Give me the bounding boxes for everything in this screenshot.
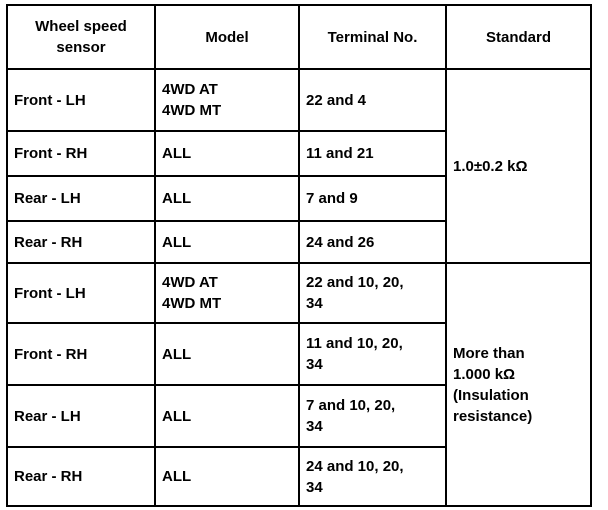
sensor-cell: Rear - LH	[7, 176, 155, 221]
model-cell: ALL	[155, 131, 299, 176]
model-cell: ALL	[155, 221, 299, 263]
sensor-cell: Front - LH	[7, 263, 155, 323]
sensor-cell: Front - LH	[7, 69, 155, 131]
table-row	[7, 69, 591, 131]
table-row	[7, 263, 591, 323]
header-sensor: Wheel speed sensor	[7, 5, 155, 69]
sensor-cell: Rear - RH	[7, 221, 155, 263]
model-cell: 4WD AT 4WD MT	[155, 69, 299, 131]
model-cell: ALL	[155, 323, 299, 385]
terminal-cell: 24 and 26	[299, 221, 446, 263]
wheel-speed-sensor-table	[6, 4, 592, 507]
sensor-cell: Rear - RH	[7, 447, 155, 506]
header-terminal: Terminal No.	[299, 5, 446, 69]
terminal-cell: 11 and 21	[299, 131, 446, 176]
sensor-cell: Rear - LH	[7, 385, 155, 447]
standard-cell-insulation: More than 1.000 kΩ (Insulation resistance)	[446, 263, 591, 506]
terminal-cell: 22 and 10, 20, 34	[299, 263, 446, 323]
terminal-cell: 7 and 10, 20, 34	[299, 385, 446, 447]
sensor-cell: Front - RH	[7, 323, 155, 385]
terminal-cell: 11 and 10, 20, 34	[299, 323, 446, 385]
model-cell: ALL	[155, 176, 299, 221]
standard-cell-resistance: 1.0±0.2 kΩ	[446, 69, 591, 263]
model-cell: ALL	[155, 447, 299, 506]
header-model: Model	[155, 5, 299, 69]
model-cell: ALL	[155, 385, 299, 447]
terminal-cell: 22 and 4	[299, 69, 446, 131]
header-row	[7, 5, 591, 69]
sensor-cell: Front - RH	[7, 131, 155, 176]
model-cell: 4WD AT 4WD MT	[155, 263, 299, 323]
header-standard: Standard	[446, 5, 591, 69]
terminal-cell: 7 and 9	[299, 176, 446, 221]
terminal-cell: 24 and 10, 20, 34	[299, 447, 446, 506]
